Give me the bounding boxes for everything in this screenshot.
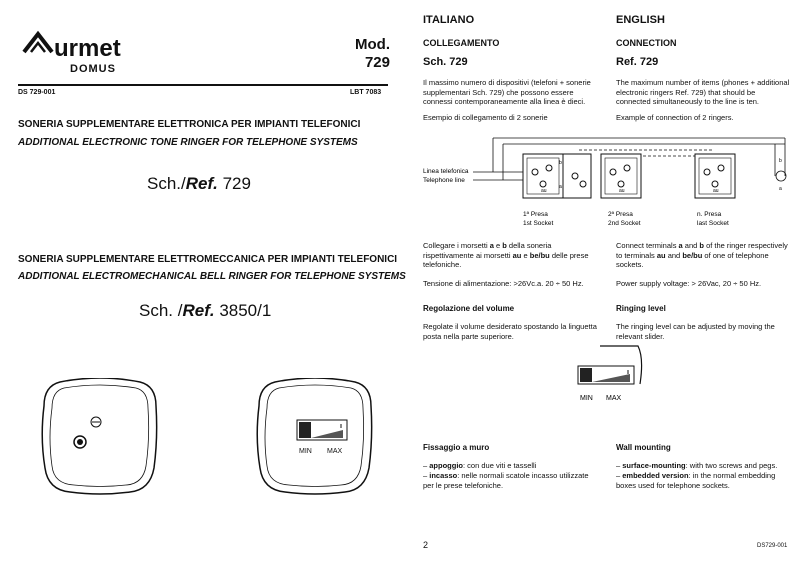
volume-slider-detail <box>570 344 650 406</box>
model-number: 729 <box>364 54 390 71</box>
en-connect-part: and <box>682 241 700 250</box>
doc-code: DS 729-001 <box>18 89 56 96</box>
product2-ref-prefix: Sch. / <box>139 301 183 320</box>
logo-sub-text: DOMUS <box>70 63 116 75</box>
english-voltage: Power supply voltage: > 26Vac, 20 ÷ 50 Hz. <box>616 279 762 288</box>
header-rule <box>18 84 388 86</box>
en-wall-item-1-text: : with two screws and pegs. <box>685 461 778 470</box>
en-wall-item-2-bold: embedded version <box>622 471 689 480</box>
en-terminal-b: b <box>699 241 704 250</box>
slider-min-label: MIN <box>580 395 593 402</box>
it-terminal-b: b <box>502 241 507 250</box>
italiano-connect-text <box>423 241 598 270</box>
en-connect-part: Connect terminals <box>616 241 679 250</box>
italiano-wall-item-2: – incasso: nelle normali scatole incasso utilizzate per le prese telefoniche. <box>423 471 589 490</box>
socket1-label-it: 1ª Presa <box>523 211 548 218</box>
diagram-terminal-au-3: au <box>713 188 719 194</box>
en-terminal-bebu: be/bu <box>682 250 703 260</box>
product2-title-it: SONERIA SUPPLEMENTARE ELETTROMECCANICA PER IMPIANTI TELEFONICI <box>18 254 398 265</box>
english-volume-heading: Ringing level <box>616 304 666 313</box>
diagram-terminal-au-2: au <box>619 188 625 194</box>
product1-ref-prefix: Sch./ <box>147 174 186 193</box>
electronic-ringer-illustration <box>40 378 160 496</box>
product1-ref-num: 729 <box>217 174 251 193</box>
product2-title-en: ADDITIONAL ELECTROMECHANICAL BELL RINGER FOR TELEPHONE SYSTEMS <box>18 271 406 282</box>
socket2-label-en: 2nd Socket <box>608 220 641 227</box>
en-connect-part: and <box>665 250 683 260</box>
english-section: CONNECTION <box>616 38 677 48</box>
it-terminal-bebu: be/bu <box>529 250 550 260</box>
model-block <box>310 36 390 72</box>
italiano-section: COLLEGAMENTO <box>423 38 500 48</box>
en-connect-part: of the ringer respectively to terminals <box>616 241 788 260</box>
en-wall-item-1-bold: surface-mounting <box>622 461 686 470</box>
english-volume-text: The ringing level can be adjusted by moving the relevant slider. <box>616 322 775 341</box>
product2-ref <box>139 301 271 321</box>
it-terminal-au: au <box>512 250 522 260</box>
english-sch: Ref. 729 <box>616 56 659 68</box>
italiano-wall-item-1: – appoggio: con due viti e tasselli <box>423 461 537 470</box>
diagram-line-label-it: Linea telefonica <box>423 168 469 175</box>
lbt-code: LBT 7083 <box>350 89 382 96</box>
italiano-volume-heading: Regolazione del volume <box>423 304 515 313</box>
model-label: Mod. <box>355 36 390 53</box>
it-connect-part: e <box>521 250 530 260</box>
diagram-terminal-au-1: au <box>541 188 547 194</box>
english-intro: The maximum number of items (phones + additional electronic ringers Ref. 729) that should be connected simultaneously to the line is ten. <box>616 78 790 106</box>
product1-ref-word: Ref. <box>185 174 218 193</box>
it-connect-part: delle prese telefoniche. <box>423 250 589 269</box>
bell-ringer-illustration <box>255 378 375 496</box>
diagram-terminal-b-far: b <box>779 158 782 164</box>
socketn-label-en: last Socket <box>697 220 729 227</box>
english-heading: ENGLISH <box>616 14 665 26</box>
italiano-wall-heading: Fissaggio a muro <box>423 443 490 452</box>
english-wall-heading: Wall mounting <box>616 443 671 452</box>
english-example: Example of connection of 2 ringers. <box>616 113 734 122</box>
footer-code: DS729-001 <box>757 543 788 549</box>
product2-ref-num: 3850/1 <box>214 301 272 320</box>
english-wall-item-2: – embedded version: in the normal embedding boxes used for telephone sockets. <box>616 471 776 490</box>
socketn-label-it: n. Presa <box>697 211 722 218</box>
it-wall-item-1-text: : con due viti e tasselli <box>463 461 537 470</box>
page-number: 2 <box>423 540 429 550</box>
it-connect-part: della soneria rispettivamente ai morsetti <box>423 241 552 260</box>
product1-title-it: SONERIA SUPPLEMENTARE ELETTRONICA PER IMPIANTI TELEFONICI <box>18 119 361 130</box>
diagram-terminal-b-1: b <box>559 160 562 166</box>
it-connect-part: Collegare i morsetti <box>423 241 490 250</box>
italiano-voltage: Tensione di alimentazione: >26Vc.a. 20 ÷ 50 Hz. <box>423 279 584 288</box>
italiano-volume-text: Regolate il volume desiderato spostando la linguetta posta nella parte superiore. <box>423 322 597 341</box>
it-wall-item-1-bold: appoggio <box>429 461 464 470</box>
socket2-label-it: 2ª Presa <box>608 211 633 218</box>
en-connect-part: of one of telephone sockets. <box>616 250 769 269</box>
socket1-label-en: 1st Socket <box>523 220 554 227</box>
it-wall-item-2-bold: incasso <box>429 471 458 480</box>
en-terminal-au: au <box>656 250 666 260</box>
diagram-terminal-a-1: a <box>559 184 562 190</box>
italiano-example: Esempio di collegamento di 2 sonerie <box>423 113 548 122</box>
italiano-intro: Il massimo numero di dispositivi (telefoni + sonerie supplementari Sch. 729) che possono essere connessi contemporaneamente alla linea è dieci. <box>423 78 591 106</box>
italiano-heading: ITALIANO <box>423 14 475 26</box>
en-terminal-a: a <box>678 241 683 250</box>
product1-title-en: ADDITIONAL ELECTRONIC TONE RINGER FOR TELEPHONE SYSTEMS <box>18 137 358 148</box>
bell-min-label: MIN <box>299 448 312 455</box>
en-wall-item-2-text: : in the normal embedding boxes used for telephone sockets. <box>616 471 776 490</box>
it-terminal-a: a <box>489 241 494 250</box>
italiano-sch: Sch. 729 <box>423 56 468 68</box>
it-wall-item-2-text: : nelle normali scatole incasso utilizzate per le prese telefoniche. <box>423 471 589 490</box>
product2-ref-word: Ref. <box>182 301 215 320</box>
urmet-logo <box>22 26 132 78</box>
diagram-terminal-a-far: a <box>779 186 782 192</box>
product1-ref <box>147 174 251 194</box>
connection-diagram <box>423 132 795 232</box>
bell-max-label: MAX <box>327 448 343 455</box>
english-connect-text <box>616 241 791 270</box>
it-connect-part: e <box>493 241 503 250</box>
diagram-line-label-en: Telephone line <box>423 177 465 184</box>
slider-max-label: MAX <box>606 395 622 402</box>
english-wall-item-1: – surface-mounting: with two screws and pegs. <box>616 461 778 470</box>
logo-brand-text: urmet <box>54 35 121 62</box>
